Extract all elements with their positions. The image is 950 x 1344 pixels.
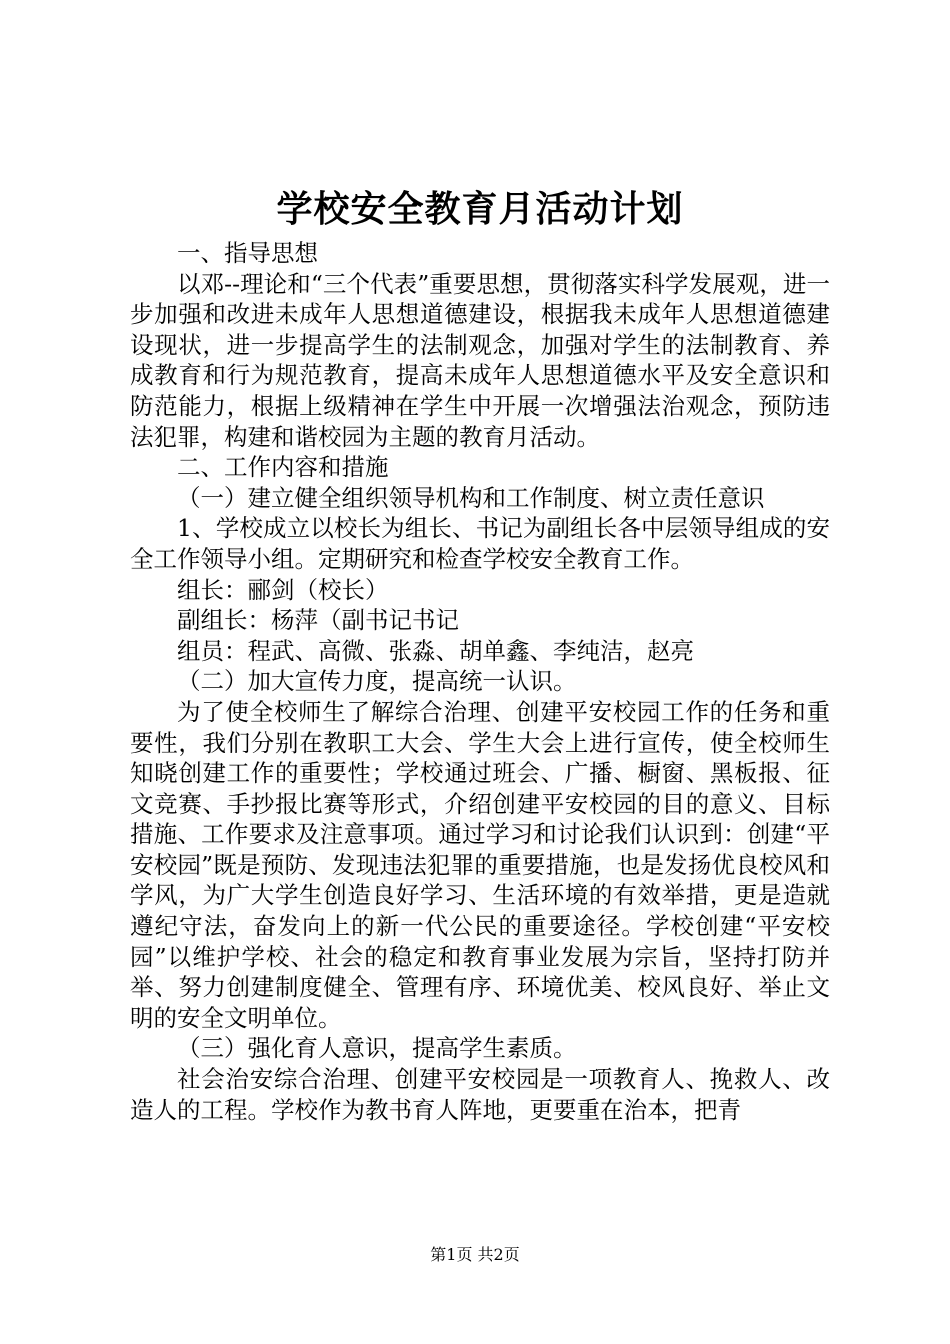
group-leader: 组长：郦剑（校长） (177, 575, 389, 604)
paragraph-publicity: 为了使全校师生了解综合治理、创建平安校园工作的任务和重要性，我们分别在教职工大会、学生大会上进行宣传，使全校师生知晓创建工作的重要性；学校通过班会、广播、橱窗、黑板报、征文竞赛、手抄报比赛等形式，介绍创建平安校园的目的意义、目标措施、工作要求及注意事项。通过学习和讨论我们认识到：创建“平安校园”既是预防、发现违法犯罪的重要措施，也是发扬优良校风和学风，为广大学生创造良好学习、生活环境的有效举措，更是造就遵纪守法，奋发向上的新一代公民的重要途径。学校创建“平安校园”以维护学校、社会的稳定和教育事业发展为宗旨，坚持打防并举、努力创建制度健全、管理有序、环境优美、校风良好、举止文明的安全文明单位。 (130, 697, 830, 1032)
document-title: 学校安全教育月活动计划 (276, 188, 684, 230)
subsection-heading-2: （二）加大宣传力度，提高统一认识。 (177, 667, 577, 696)
section-heading-2: 二、工作内容和措施 (177, 453, 389, 482)
group-members: 组员：程武、高微、张淼、胡单鑫、李纯洁，赵亮 (177, 636, 694, 665)
subsection-heading-3: （三）强化育人意识，提高学生素质。 (177, 1034, 577, 1063)
paragraph-guiding-ideology: 以邓--理论和“三个代表”重要思想，贯彻落实科学发展观，进一步加强和改进未成年人思想道德建设，根据我未成年人思想道德建设现状，进一步提高学生的法制观念，加强对学生的法制教育、养成教育和行为规范教育，提高未成年人思想道德水平及安全意识和防范能力，根据上级精神在学生中开展一次增强法治观念，预防违法犯罪，构建和谐校园为主题的教育月活动。 (130, 269, 830, 451)
paragraph-education: 社会治安综合治理、创建平安校园是一项教育人、挽救人、改造人的工程。学校作为教书育人阵地，更要重在治本，把青 (130, 1065, 830, 1124)
subsection-heading-1: （一）建立健全组织领导机构和工作制度、树立责任意识 (177, 483, 765, 512)
document-page (130, 180, 830, 1125)
paragraph-leadership-group: 1、学校成立以校长为组长、书记为副组长各中层领导组成的安全工作领导小组。定期研究和检查学校安全教育工作。 (130, 514, 830, 573)
page-footer: 第1页 共2页 (430, 1245, 520, 1264)
section-heading-1: 一、指导思想 (177, 239, 318, 267)
group-deputy-leader: 副组长：杨萍（副书记书记 (177, 606, 459, 635)
